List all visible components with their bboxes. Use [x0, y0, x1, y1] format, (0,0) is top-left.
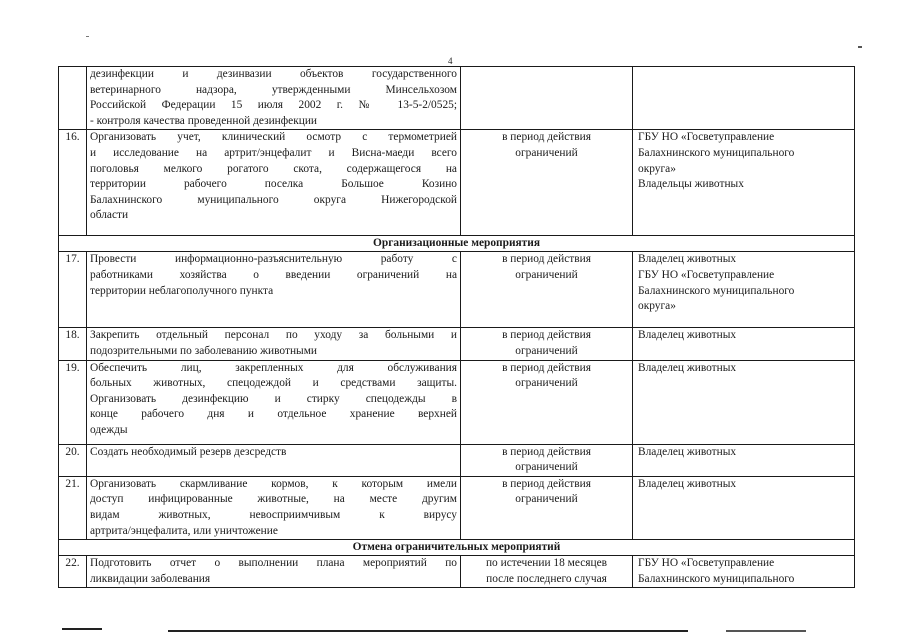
- task-text-line: одежды: [90, 423, 128, 436]
- task-text-line: больных животных, спецодеждой и средствами защиты.: [90, 377, 457, 390]
- period-text-line: в период действия: [502, 477, 591, 490]
- table-row: [59, 130, 855, 236]
- task-text-line: Организовать скармливание кормов, к которым имели: [90, 477, 457, 490]
- task-description: [87, 444, 461, 476]
- task-period: [461, 444, 633, 476]
- task-responsible: [633, 67, 855, 130]
- responsible-text-line: Балахнинского муниципального: [638, 284, 795, 297]
- task-text-line: Закрепить отдельный персонал по уходу за больными и: [90, 329, 457, 342]
- task-text-line: территории рабочего поселка Большое Козино: [90, 178, 457, 191]
- task-text-line: территории неблагополучного пункта: [90, 284, 274, 297]
- task-text-line: Балахнинского муниципального округа Нижегородской: [90, 193, 457, 206]
- responsible-text-line: Владельцы животных: [638, 178, 744, 191]
- row-number: 19.: [59, 360, 87, 444]
- measures-table: [58, 66, 855, 588]
- task-text-line: поголовья мелкого рогатого скота, содержащегося на: [90, 162, 457, 175]
- task-description: [87, 476, 461, 539]
- task-responsible: [633, 328, 855, 360]
- row-number: 16.: [59, 130, 87, 236]
- scan-rule-bottom: [168, 630, 688, 632]
- period-text-line: ограничений: [515, 344, 578, 357]
- task-text-line: Создать необходимый резерв дезсредств: [90, 445, 287, 458]
- section-title: Организационные мероприятия: [59, 236, 855, 252]
- period-text-line: в период действия: [502, 445, 591, 458]
- task-responsible: [633, 444, 855, 476]
- section-row: [59, 236, 855, 252]
- task-text-line: Организовать дезинфекцию и стирку спецодежды в: [90, 392, 457, 405]
- task-description: [87, 67, 461, 130]
- table-row: [59, 67, 855, 130]
- measures-table-body: [59, 67, 855, 588]
- task-responsible: [633, 130, 855, 236]
- task-description: [87, 360, 461, 444]
- task-responsible: [633, 252, 855, 328]
- responsible-text-line: Балахнинского муниципального: [638, 146, 795, 159]
- responsible-text-line: Владелец животных: [638, 253, 737, 266]
- task-text-line: дезинфекции и дезинвазии объектов государственного: [90, 68, 457, 80]
- period-text-line: ограничений: [515, 461, 578, 474]
- task-text-line: ликвидации заболевания: [90, 572, 211, 585]
- responsible-text-line: ГБУ НО «Госветуправление: [638, 131, 775, 144]
- row-number: 20.: [59, 444, 87, 476]
- scan-rule-left: [62, 628, 102, 630]
- task-text-line: подозрительными по заболеванию животными: [90, 344, 318, 357]
- task-period: [461, 328, 633, 360]
- scan-mark: [858, 46, 862, 48]
- table-row: [59, 476, 855, 539]
- period-text-line: ограничений: [515, 493, 578, 506]
- scan-rule-right: [726, 630, 806, 632]
- task-description: [87, 252, 461, 328]
- period-text-line: ограничений: [515, 146, 578, 159]
- scan-speck: [86, 36, 89, 37]
- responsible-text-line: округа»: [638, 300, 676, 313]
- responsible-text-line: округа»: [638, 162, 676, 175]
- period-text-line: после последнего случая: [486, 572, 607, 585]
- task-text-line: Провести информационно-разъяснительную работу с: [90, 253, 457, 266]
- task-period: [461, 360, 633, 444]
- period-text-line: в период действия: [502, 131, 591, 144]
- period-text-line: в период действия: [502, 361, 591, 374]
- task-description: [87, 556, 461, 588]
- period-text-line: ограничений: [515, 377, 578, 390]
- responsible-text-line: ГБУ НО «Госветуправление: [638, 557, 775, 570]
- responsible-text-line: ГБУ НО «Госветуправление: [638, 268, 775, 281]
- responsible-text-line: Владелец животных: [638, 445, 737, 458]
- task-text-line: и исследование на артрит/энцефалит и Висна-маеди всего: [90, 146, 457, 159]
- period-text-line: в период действия: [502, 329, 591, 342]
- task-responsible: [633, 476, 855, 539]
- responsible-text-line: Балахнинского муниципального: [638, 572, 795, 585]
- task-period: [461, 252, 633, 328]
- task-text-line: Организовать учет, клинический осмотр с термометрией: [90, 131, 457, 144]
- task-responsible: [633, 360, 855, 444]
- table-row: [59, 444, 855, 476]
- task-text-line: Российской Федерации 15 июля 2002 г. № 13-5-2/0525;: [90, 99, 457, 112]
- task-text-line: области: [90, 209, 129, 222]
- responsible-text-line: Владелец животных: [638, 361, 737, 374]
- period-text-line: по истечении 18 месяцев: [485, 557, 608, 570]
- task-text-line: видам животных, невосприимчивым к вирусу: [90, 508, 457, 521]
- period-text-line: ограничений: [515, 268, 578, 281]
- section-title: Отмена ограничительных мероприятий: [59, 540, 855, 556]
- task-text-line: - контроля качества проведенной дезинфекции: [90, 114, 318, 127]
- responsible-text-line: Владелец животных: [638, 477, 737, 490]
- row-number: [59, 67, 87, 130]
- row-number: 22.: [59, 556, 87, 588]
- task-text-line: Подготовить отчет о выполнении плана мероприятий по: [90, 557, 457, 570]
- task-period: [461, 556, 633, 588]
- responsible-text-line: Владелец животных: [638, 329, 737, 342]
- task-text-line: конце рабочего дня и отдельное хранение верхней: [90, 408, 457, 421]
- page-number: 4: [448, 56, 453, 66]
- task-text-line: Обеспечить лиц, закрепленных для обслуживания: [90, 361, 457, 374]
- row-number: 17.: [59, 252, 87, 328]
- table-row: [59, 556, 855, 588]
- section-row: [59, 540, 855, 556]
- task-text-line: работниками хозяйства о введении ограничений на: [90, 268, 457, 281]
- table-row: [59, 252, 855, 328]
- task-period: [461, 130, 633, 236]
- task-text-line: ветеринарного надзора, утвержденными Минсельхозом: [90, 83, 457, 96]
- period-text-line: в период действия: [502, 253, 591, 266]
- task-responsible: [633, 556, 855, 588]
- task-text-line: артрита/энцефалита, или уничтожение: [90, 524, 278, 537]
- task-text-line: доступ инфицированные животные, на месте другим: [90, 493, 457, 506]
- task-description: [87, 328, 461, 360]
- task-period: [461, 67, 633, 130]
- row-number: 18.: [59, 328, 87, 360]
- table-row: [59, 360, 855, 444]
- task-description: [87, 130, 461, 236]
- row-number: 21.: [59, 476, 87, 539]
- table-row: [59, 328, 855, 360]
- task-period: [461, 476, 633, 539]
